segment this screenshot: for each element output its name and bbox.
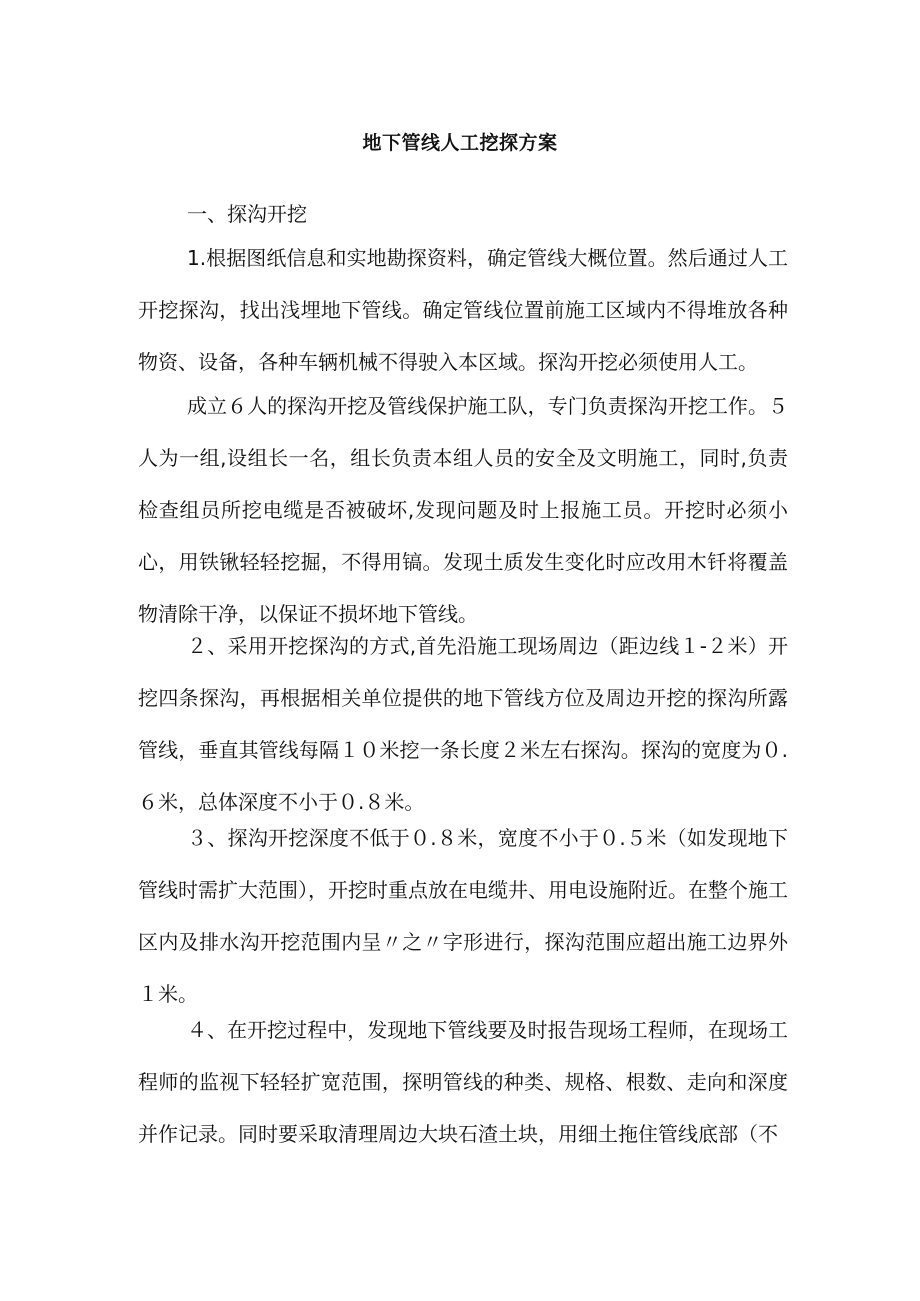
document-title: 地下管线人工挖探方案 xyxy=(362,132,558,154)
paragraph: ４、在开挖过程中，发现地下管线要及时报告现场工程师，在现场工程师的监视下轻轻扩宽范围，探明管线的种类、规格、根数、走向和深度并作记录。同时要采取清理周边大块石渣土块，用细土拖住管线底部（不 xyxy=(138,1018,788,1146)
paragraph: ３、探沟开挖深度不低于０.８米，宽度不小于０.５米（如发现地下管线时需扩大范围），开挖时重点放在电缆井、用电设施附近。在整个施工区内及排水沟开挖范围内呈〃之〃字形进行，探沟范围应超出施工边界外１米。 xyxy=(138,826,788,1006)
section-heading: 一、探沟开挖 xyxy=(187,202,307,226)
paragraph: 成立６人的探沟开挖及管线保护施工队，专门负责探沟开挖工作。５人为一组,设组长一名，组长负责本组人员的安全及文明施工，同时,负责检查组员所挖电缆是否被破坏,发现问题及时上报施工员。开挖时必须小心，用铁锹轻轻挖掘，不得用镐。发现土质发生变化时应改用木钎将覆盖物清除干净，以保证不损坏地下管线。 xyxy=(138,394,788,626)
paragraph: ２、采用开挖探沟的方式,首先沿施工现场周边（距边线１-２米）开挖四条探沟，再根据相关单位提供的地下管线方位及周边开挖的探沟所露管线，垂直其管线每隔１０米挖一条长度２米左右探沟。探沟的宽度为０.６米，总体深度不小于０.８米。 xyxy=(138,634,788,814)
paragraph: 1.根据图纸信息和实地勘探资料，确定管线大概位置。然后通过人工开挖探沟，找出浅埋地下管线。确定管线位置前施工区域内不得堆放各种物资、设备，各种车辆机械不得驶入本区域。探沟开挖必须使用人工。 xyxy=(138,246,788,374)
